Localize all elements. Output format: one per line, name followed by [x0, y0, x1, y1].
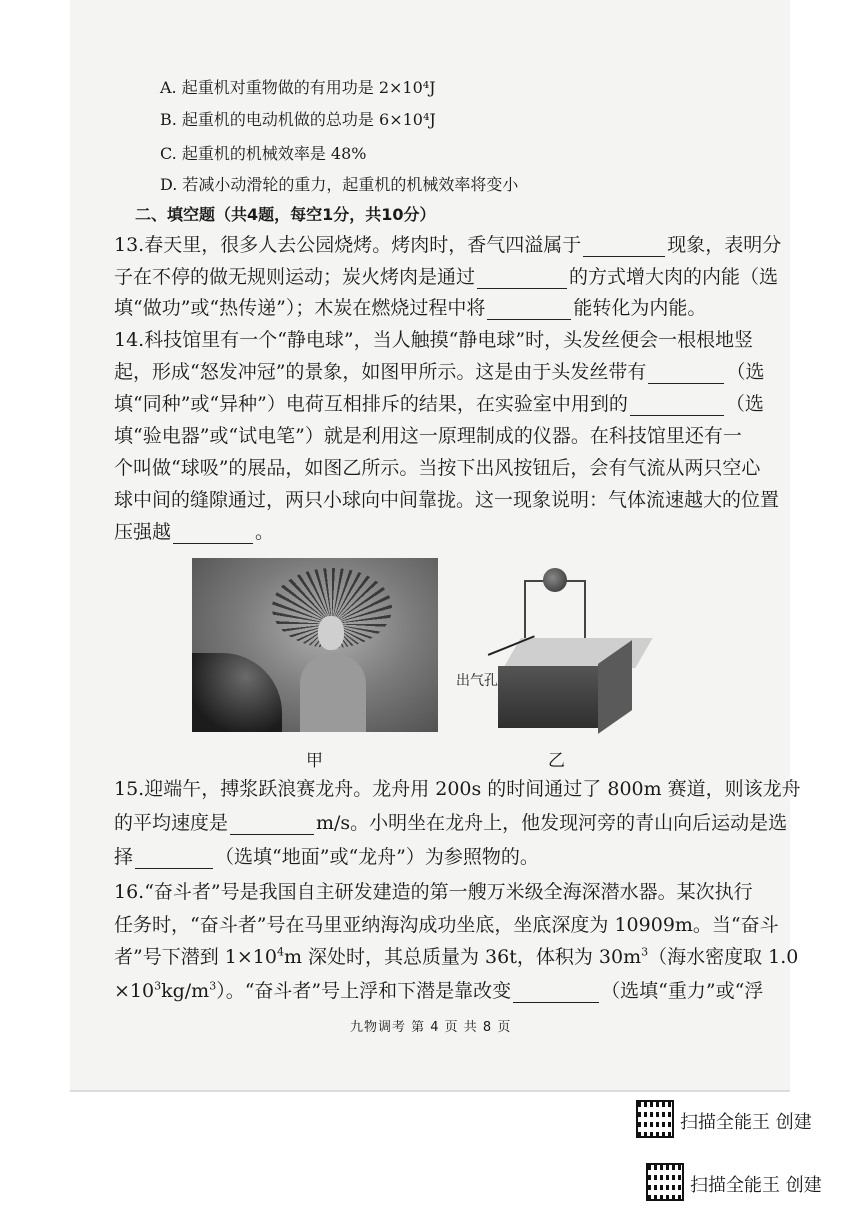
q14-line-4: 填“验电器”或“试电笔”）就是利用这一原理制成的仪器。在科技馆里还有一: [114, 425, 742, 447]
q13-text: 子在不停的做无规则运动；炭火烤肉是通过: [114, 266, 476, 288]
caption-left: 甲: [306, 751, 323, 771]
q14-line-6: 球中间的缝隙通过，两只小球向中间靠拢。这一现象说明：气体流速越大的位置: [114, 489, 780, 511]
q16-text: 者”号下潜到 1×10: [114, 946, 277, 968]
q14-line-1: 14.科技馆里有一个“静电球”，当人触摸“静电球”时，头发丝便会一根根地竖: [114, 329, 754, 351]
q16-line-4: [114, 979, 794, 1003]
q14-text: （选: [725, 393, 764, 415]
hollow-ball: [543, 568, 567, 592]
q14-text: 填“同种”或“异种”）电荷互相排斥的结果，在实验室中用到的: [114, 393, 628, 415]
q14-text: 。: [255, 521, 275, 543]
q15-text: m/s。小明坐在龙舟上，他发现河旁的青山向后运动是选: [316, 812, 788, 834]
answer-blank[interactable]: [173, 523, 253, 544]
qr-code-icon: [636, 1100, 674, 1138]
electrostatic-sphere: [192, 653, 282, 732]
q13-text: 填“做功”或“热传递”）；木炭在燃烧过程中将: [114, 297, 486, 319]
q15-line-3: [114, 845, 794, 869]
answer-blank[interactable]: [230, 814, 314, 835]
q16-text: （选填“重力”或“浮: [601, 980, 764, 1002]
static-electricity-photo: [192, 558, 438, 732]
ball-suction-photo: [456, 558, 650, 732]
q14-line-7: [114, 520, 794, 544]
exponent: 3: [641, 945, 649, 959]
option-b: B. 起重机的电动机做的总功是 6×10⁴J: [160, 110, 436, 129]
exponent: 3: [209, 979, 217, 993]
girl-face: [318, 616, 344, 650]
q15-line-2: [114, 811, 794, 835]
page-footer: 九物调考 第 4 页 共 8 页: [350, 1020, 512, 1035]
qr-code-icon: [646, 1163, 684, 1201]
q15-line-1: 15.迎端午，搏浆跃浪赛龙舟。龙舟用 200s 的时间通过了 800m 赛道，则该龙舟: [114, 778, 801, 800]
q16-line-2: 任务时，“奋斗者”号在马里亚纳海沟成功坐底，坐底深度为 10909m。当“奋斗: [114, 914, 779, 936]
q15-text: 的平均速度是: [114, 812, 229, 834]
q16-line-3: [114, 945, 799, 969]
caption-right: 乙: [548, 751, 565, 771]
q13-line-3: [114, 296, 794, 320]
q13-text: 的方式增大肉的内能（选: [569, 266, 779, 288]
q13-line-2: [114, 265, 794, 289]
q16-text: ×10: [114, 980, 155, 1002]
q14-text: （选: [726, 361, 765, 383]
watermark-text: 扫描全能王 创建: [690, 1175, 822, 1196]
girl-body: [300, 654, 366, 732]
q16-text: m 深处时，其总质量为 36t，体积为 30m: [283, 946, 642, 968]
section-title: 二、填空题（共4题，每空1分，共10分）: [135, 205, 436, 224]
q14-text: 压强越: [114, 521, 172, 543]
q15-text: 择: [114, 846, 134, 868]
q14-line-3: [114, 392, 794, 416]
q16-line-1: 16.“奋斗者”号是我国自主研发建造的第一艘万米级全海深潜水器。某次执行: [114, 881, 753, 903]
exponent: 4: [276, 945, 284, 959]
outlet-label: 出气孔: [456, 673, 498, 689]
device-front: [498, 666, 598, 728]
q13-text: 13.春天里，很多人去公园烧烤。烤肉时，香气四溢属于: [114, 234, 582, 256]
exponent: 3: [154, 979, 162, 993]
q16-text: ）。“奋斗者”号上浮和下潜是靠改变: [216, 980, 512, 1002]
q13-text: 现象，表明分: [667, 234, 782, 256]
option-d: D. 若减小动滑轮的重力，起重机的机械效率将变小: [160, 175, 519, 194]
answer-blank[interactable]: [135, 848, 213, 869]
q13-text: 能转化为内能。: [573, 297, 707, 319]
q15-text: （选填“地面”或“龙舟”）为参照物的。: [215, 846, 539, 868]
watermark-text: 扫描全能王 创建: [680, 1112, 812, 1133]
paper-edge: [70, 1090, 790, 1092]
answer-blank[interactable]: [583, 236, 665, 257]
q14-line-5: 个叫做“球吸”的展品，如图乙所示。当按下出风按钮后，会有气流从两只空心: [114, 457, 761, 479]
answer-blank[interactable]: [513, 982, 599, 1003]
option-c: C. 起重机的机械效率是 48%: [160, 144, 367, 163]
q13-line-1: [114, 233, 794, 257]
answer-blank[interactable]: [648, 363, 724, 384]
q14-line-2: [114, 360, 794, 384]
q14-text: 起，形成“怒发冲冠”的景象，如图甲所示。这是由于头发丝带有: [114, 361, 647, 383]
q16-text: kg/m: [161, 980, 210, 1002]
q16-text: （海水密度取 1.0: [648, 946, 799, 968]
option-a: A. 起重机对重物做的有用功是 2×10⁴J: [160, 78, 436, 97]
answer-blank[interactable]: [487, 299, 571, 320]
answer-blank[interactable]: [477, 268, 567, 289]
answer-blank[interactable]: [630, 395, 724, 416]
